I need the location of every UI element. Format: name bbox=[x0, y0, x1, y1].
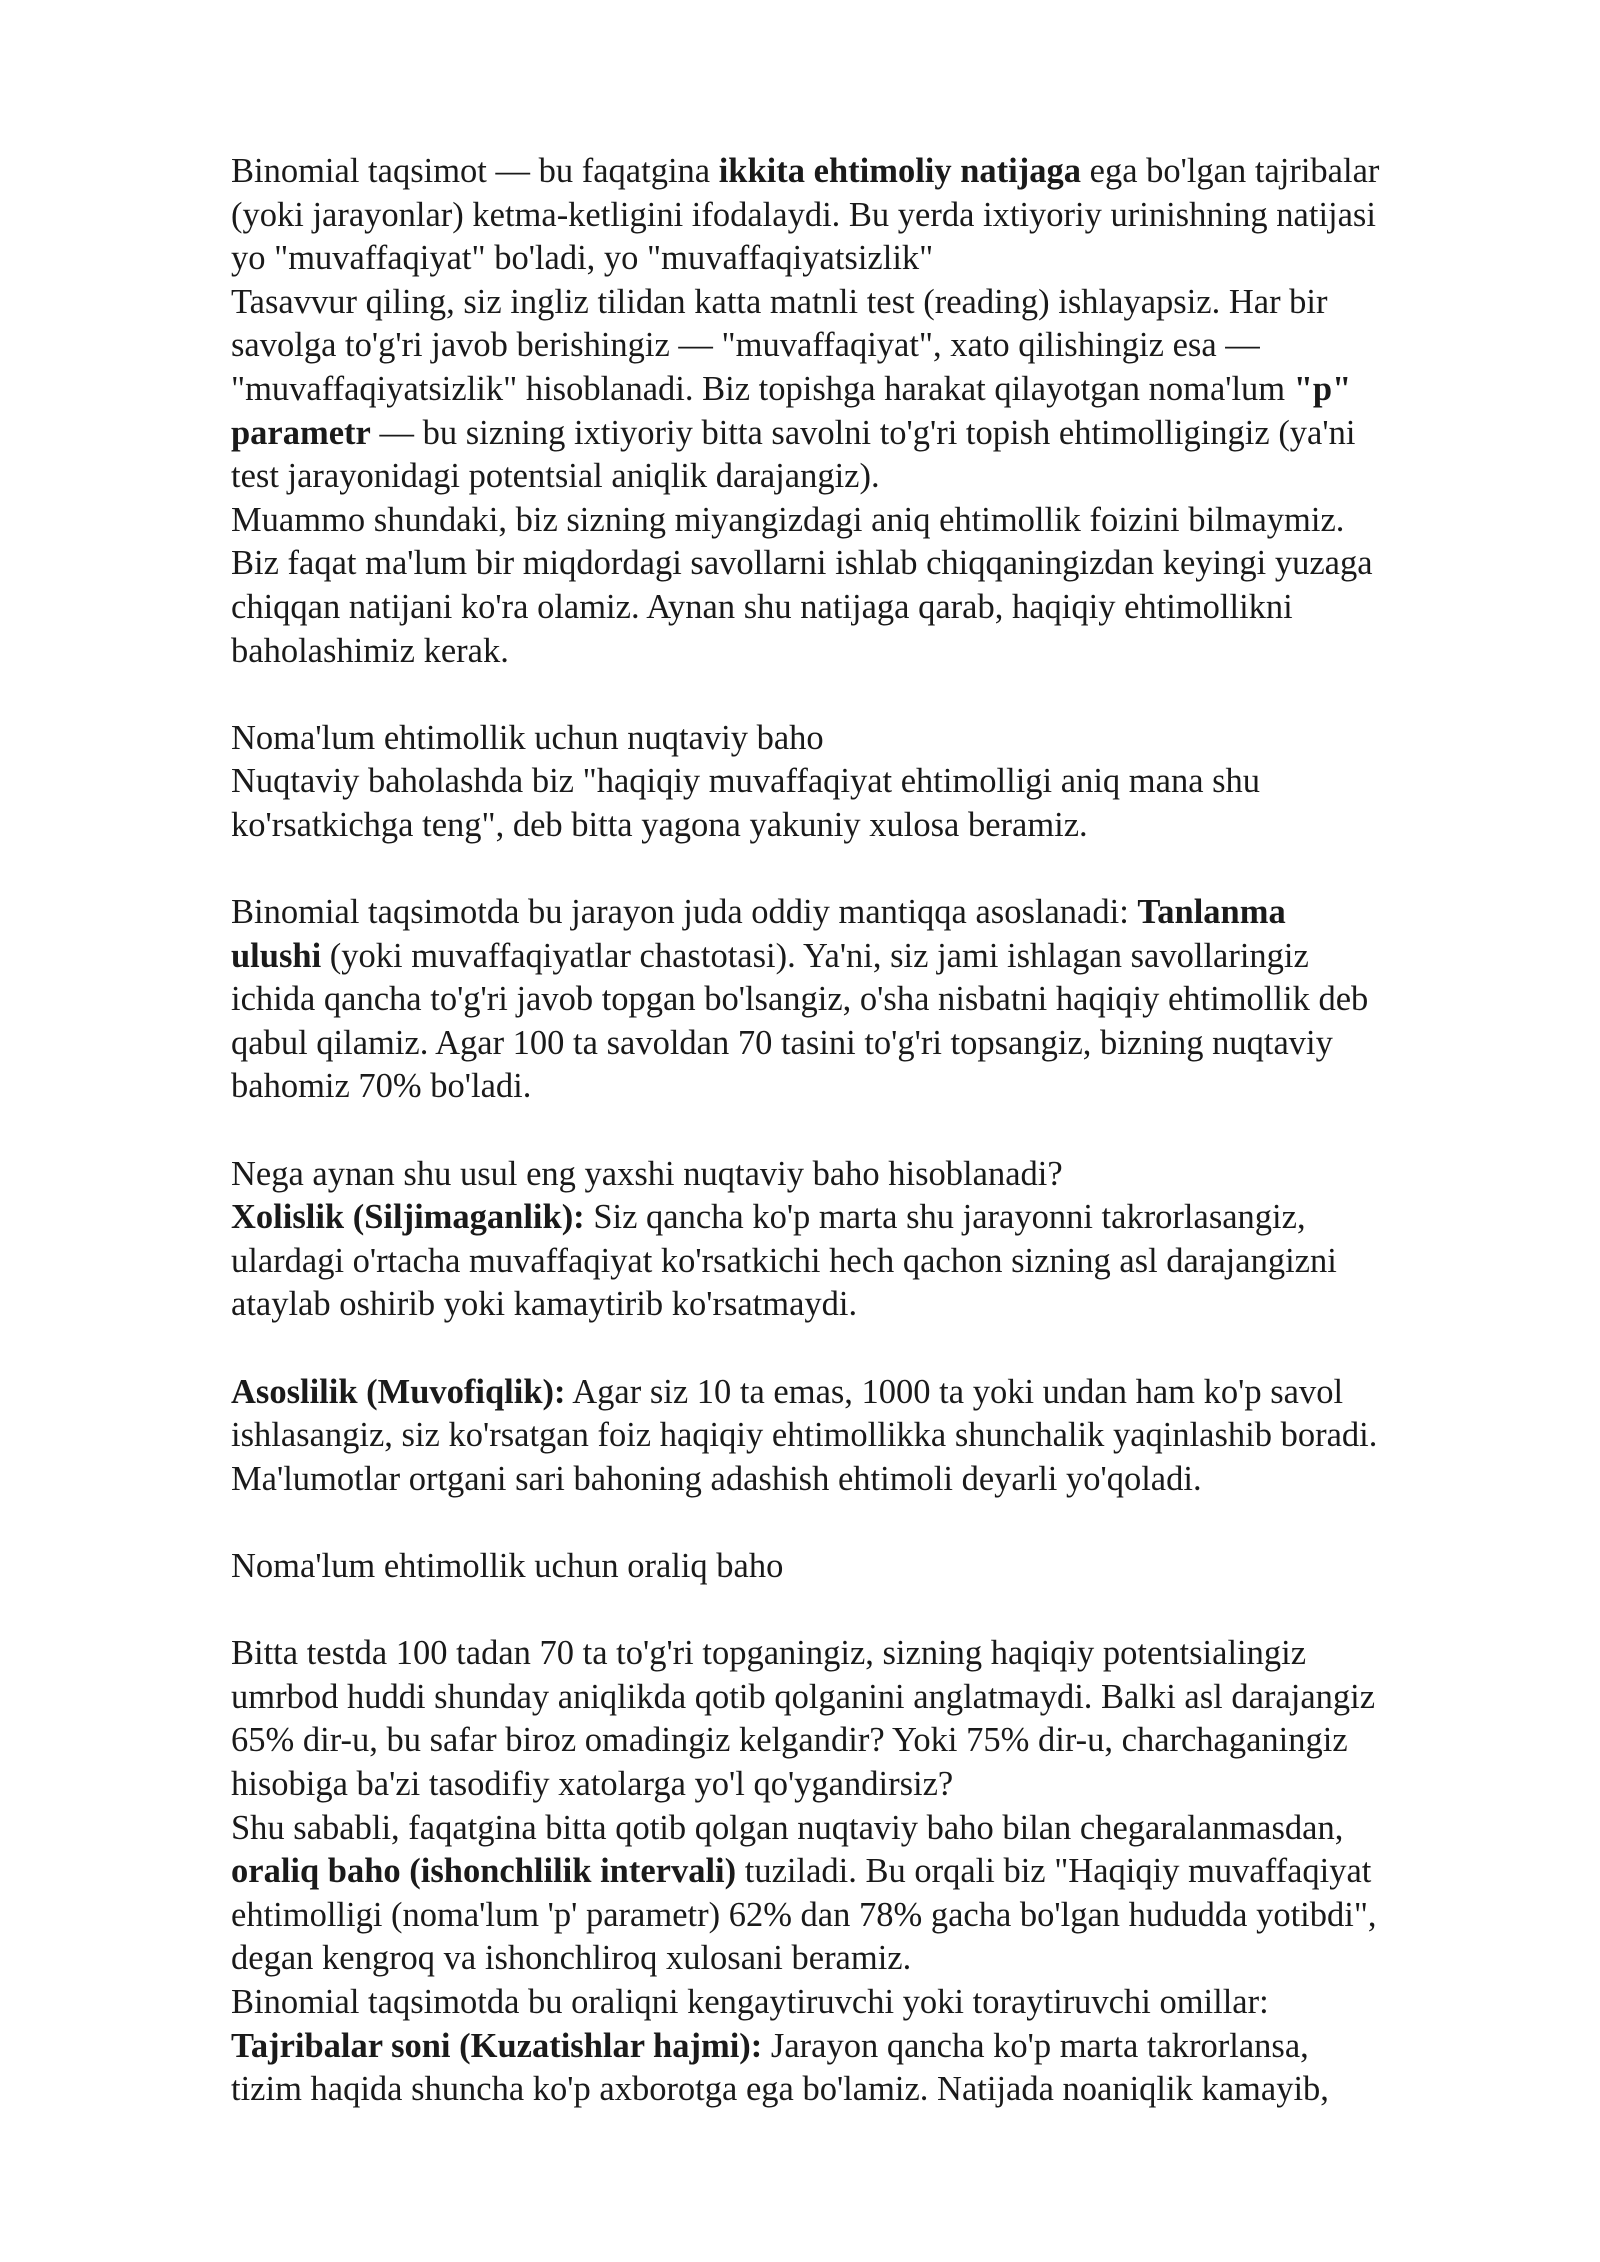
text-line bbox=[231, 1894, 1521, 1938]
text-segment: Bitta testda 100 tadan 70 ta to'g'ri topganingiz, sizning haqiqiy potentsialingiz bbox=[231, 1634, 1307, 1673]
text-line bbox=[231, 237, 1521, 281]
text-segment: test jarayonidagi potentsial aniqlik darajangiz). bbox=[231, 457, 880, 496]
bold-text: oraliq baho (ishonchlilik intervali) bbox=[231, 1852, 737, 1891]
text-line bbox=[231, 935, 1521, 979]
text-line bbox=[231, 1632, 1521, 1676]
document-page bbox=[231, 150, 1521, 2112]
text-line bbox=[231, 1196, 1521, 1240]
text-segment: ko'rsatkichga teng", deb bitta yagona yakuniy xulosa beramiz. bbox=[231, 805, 1088, 844]
text-segment: Ma'lumotlar ortgani sari bahoning adashish ehtimoli deyarli yo'qoladi. bbox=[231, 1459, 1202, 1498]
text-segment: Tasavvur qiling, siz ingliz tilidan katta matnli test (reading) ishlayapsiz. Har bir bbox=[231, 282, 1328, 321]
text-line bbox=[231, 1807, 1521, 1851]
text-line bbox=[231, 499, 1521, 543]
text-line bbox=[231, 1153, 1521, 1197]
text-segment: qabul qilamiz. Agar 100 ta savoldan 70 tasini to'g'ri topsangiz, bizning nuqtaviy bbox=[231, 1023, 1333, 1062]
text-segment: Jarayon qancha ko'p marta takrorlansa, bbox=[762, 2026, 1309, 2065]
text-segment: (yoki jarayonlar) ketma-ketligini ifodalaydi. Bu yerda ixtiyoriy urinishning natijasi bbox=[231, 195, 1376, 234]
text-line bbox=[231, 1458, 1521, 1502]
text-line bbox=[231, 1240, 1521, 1284]
text-segment: ichida qancha to'g'ri javob topgan bo'lsangiz, o'sha nisbatni haqiqiy ehtimollik deb bbox=[231, 980, 1369, 1019]
text-line bbox=[231, 804, 1521, 848]
text-line bbox=[231, 324, 1521, 368]
text-segment: Binomial taqsimot — bu faqatgina bbox=[231, 152, 719, 190]
text-segment: yo "muvaffaqiyat" bo'ladi, yo "muvaffaqiyatsizlik" bbox=[231, 239, 934, 278]
text-segment: ega bo'lgan tajribalar bbox=[1081, 152, 1380, 190]
text-segment: tuziladi. Bu orqali biz "Haqiqiy muvaffaqiyat bbox=[736, 1852, 1372, 1891]
text-line bbox=[231, 1937, 1521, 1981]
text-segment: baholashimiz kerak. bbox=[231, 631, 509, 670]
bold-text: Tajribalar soni (Kuzatishlar hajmi): bbox=[231, 2026, 763, 2065]
text-line bbox=[231, 1850, 1521, 1894]
text-segment: ishlasangiz, siz ko'rsatgan foiz haqiqiy ehtimollikka shunchalik yaqinlashib boradi. bbox=[231, 1416, 1378, 1455]
text-segment: hisobiga ba'zi tasodifiy xatolarga yo'l qo'ygandirsiz? bbox=[231, 1764, 954, 1803]
blank-line bbox=[231, 1501, 1521, 1545]
text-line bbox=[231, 1022, 1521, 1066]
text-line bbox=[231, 2068, 1521, 2112]
blank-line bbox=[231, 1327, 1521, 1371]
text-segment: 65% dir-u, bu safar biroz omadingiz kelgandir? Yoki 75% dir-u, charchaganingiz bbox=[231, 1721, 1348, 1760]
text-line bbox=[231, 891, 1521, 935]
text-segment: Nega aynan shu usul eng yaxshi nuqtaviy baho hisoblanadi? bbox=[231, 1154, 1063, 1193]
text-segment: Agar siz 10 ta emas, 1000 ta yoki undan ham ko'p savol bbox=[565, 1372, 1344, 1411]
blank-line bbox=[231, 1589, 1521, 1633]
text-line bbox=[231, 586, 1521, 630]
text-line bbox=[231, 542, 1521, 586]
text-line bbox=[231, 1065, 1521, 1109]
text-line bbox=[231, 1719, 1521, 1763]
text-segment: Noma'lum ehtimollik uchun nuqtaviy baho bbox=[231, 718, 824, 757]
text-segment: Binomial taqsimotda bu jarayon juda oddiy mantiqqa asoslanadi: bbox=[231, 893, 1138, 932]
text-segment: Muammo shundaki, biz sizning miyangizdagi aniq ehtimollik foizini bilmaymiz. bbox=[231, 500, 1345, 539]
text-segment: Nuqtaviy baholashda biz "haqiqiy muvaffaqiyat ehtimolligi aniq mana shu bbox=[231, 762, 1261, 801]
text-line bbox=[231, 978, 1521, 1022]
text-line bbox=[231, 281, 1521, 325]
text-segment: ehtimolligi (noma'lum 'p' parametr) 62% dan 78% gacha bo'lgan hududda yotibdi", bbox=[231, 1895, 1377, 1934]
bold-text: ulushi bbox=[231, 936, 322, 975]
text-segment: tizim haqida shuncha ko'p axborotga ega bo'lamiz. Natijada noaniqlik kamayib, bbox=[231, 2070, 1329, 2109]
text-line bbox=[231, 455, 1521, 499]
text-line bbox=[231, 1676, 1521, 1720]
bold-text: Asoslilik (Muvofiqlik): bbox=[231, 1372, 566, 1411]
text-segment: chiqqan natijani ko'ra olamiz. Aynan shu natijaga qarab, haqiqiy ehtimollikni bbox=[231, 587, 1293, 626]
text-segment: bahomiz 70% bo'ladi. bbox=[231, 1067, 532, 1106]
bold-text: "p" bbox=[1293, 369, 1352, 408]
text-segment: Biz faqat ma'lum bir miqdordagi savollarni ishlab chiqqaningizdan keyingi yuzaga bbox=[231, 544, 1373, 583]
text-segment: (yoki muvaffaqiyatlar chastotasi). Ya'ni, siz jami ishlagan savollaringiz bbox=[321, 936, 1309, 975]
bold-text: Xolislik (Siljimaganlik): bbox=[231, 1198, 585, 1237]
text-line bbox=[231, 630, 1521, 674]
text-line bbox=[231, 1545, 1521, 1589]
text-line bbox=[231, 194, 1521, 238]
text-segment: Shu sababli, faqatgina bitta qotib qolgan nuqtaviy baho bilan chegaralanmasdan, bbox=[231, 1808, 1344, 1847]
text-line bbox=[231, 1283, 1521, 1327]
text-segment: "muvaffaqiyatsizlik" hisoblanadi. Biz topishga harakat qilayotgan noma'lum bbox=[231, 369, 1294, 408]
bold-text: Tanlanma bbox=[1137, 893, 1286, 932]
text-line bbox=[231, 1371, 1521, 1415]
text-line bbox=[231, 717, 1521, 761]
text-segment: ulardagi o'rtacha muvaffaqiyat ko'rsatkichi hech qachon sizning asl darajangizni bbox=[231, 1241, 1337, 1280]
text-line bbox=[231, 412, 1521, 456]
text-segment: degan kengroq va ishonchliroq xulosani beramiz. bbox=[231, 1939, 912, 1978]
text-segment: Binomial taqsimotda bu oraliqni kengaytiruvchi yoki toraytiruvchi omillar: bbox=[231, 1982, 1269, 2021]
text-line bbox=[231, 1981, 1521, 2025]
bold-text: ikkita ehtimoliy natijaga bbox=[718, 152, 1081, 190]
bold-text: parametr bbox=[231, 413, 371, 452]
text-segment: umrbod huddi shunday aniqlikda qotib qolganini anglatmaydi. Balki asl darajangiz bbox=[231, 1677, 1376, 1716]
text-line bbox=[231, 760, 1521, 804]
text-segment: ataylab oshirib yoki kamaytirib ko'rsatmaydi. bbox=[231, 1285, 858, 1324]
blank-line bbox=[231, 673, 1521, 717]
text-line bbox=[231, 1414, 1521, 1458]
text-line bbox=[231, 150, 1521, 194]
text-line bbox=[231, 2025, 1521, 2069]
text-line bbox=[231, 368, 1521, 412]
text-segment: — bu sizning ixtiyoriy bitta savolni to'g'ri topish ehtimolligingiz (ya'ni bbox=[370, 413, 1356, 452]
text-segment: Siz qancha ko'p marta shu jarayonni takrorlasangiz, bbox=[584, 1198, 1306, 1237]
text-segment: savolga to'g'ri javob berishingiz — "muvaffaqiyat", xato qilishingiz esa — bbox=[231, 326, 1260, 365]
blank-line bbox=[231, 848, 1521, 892]
blank-line bbox=[231, 1109, 1521, 1153]
text-line bbox=[231, 1763, 1521, 1807]
text-segment: Noma'lum ehtimollik uchun oraliq baho bbox=[231, 1547, 784, 1585]
document-body bbox=[231, 150, 1521, 2112]
